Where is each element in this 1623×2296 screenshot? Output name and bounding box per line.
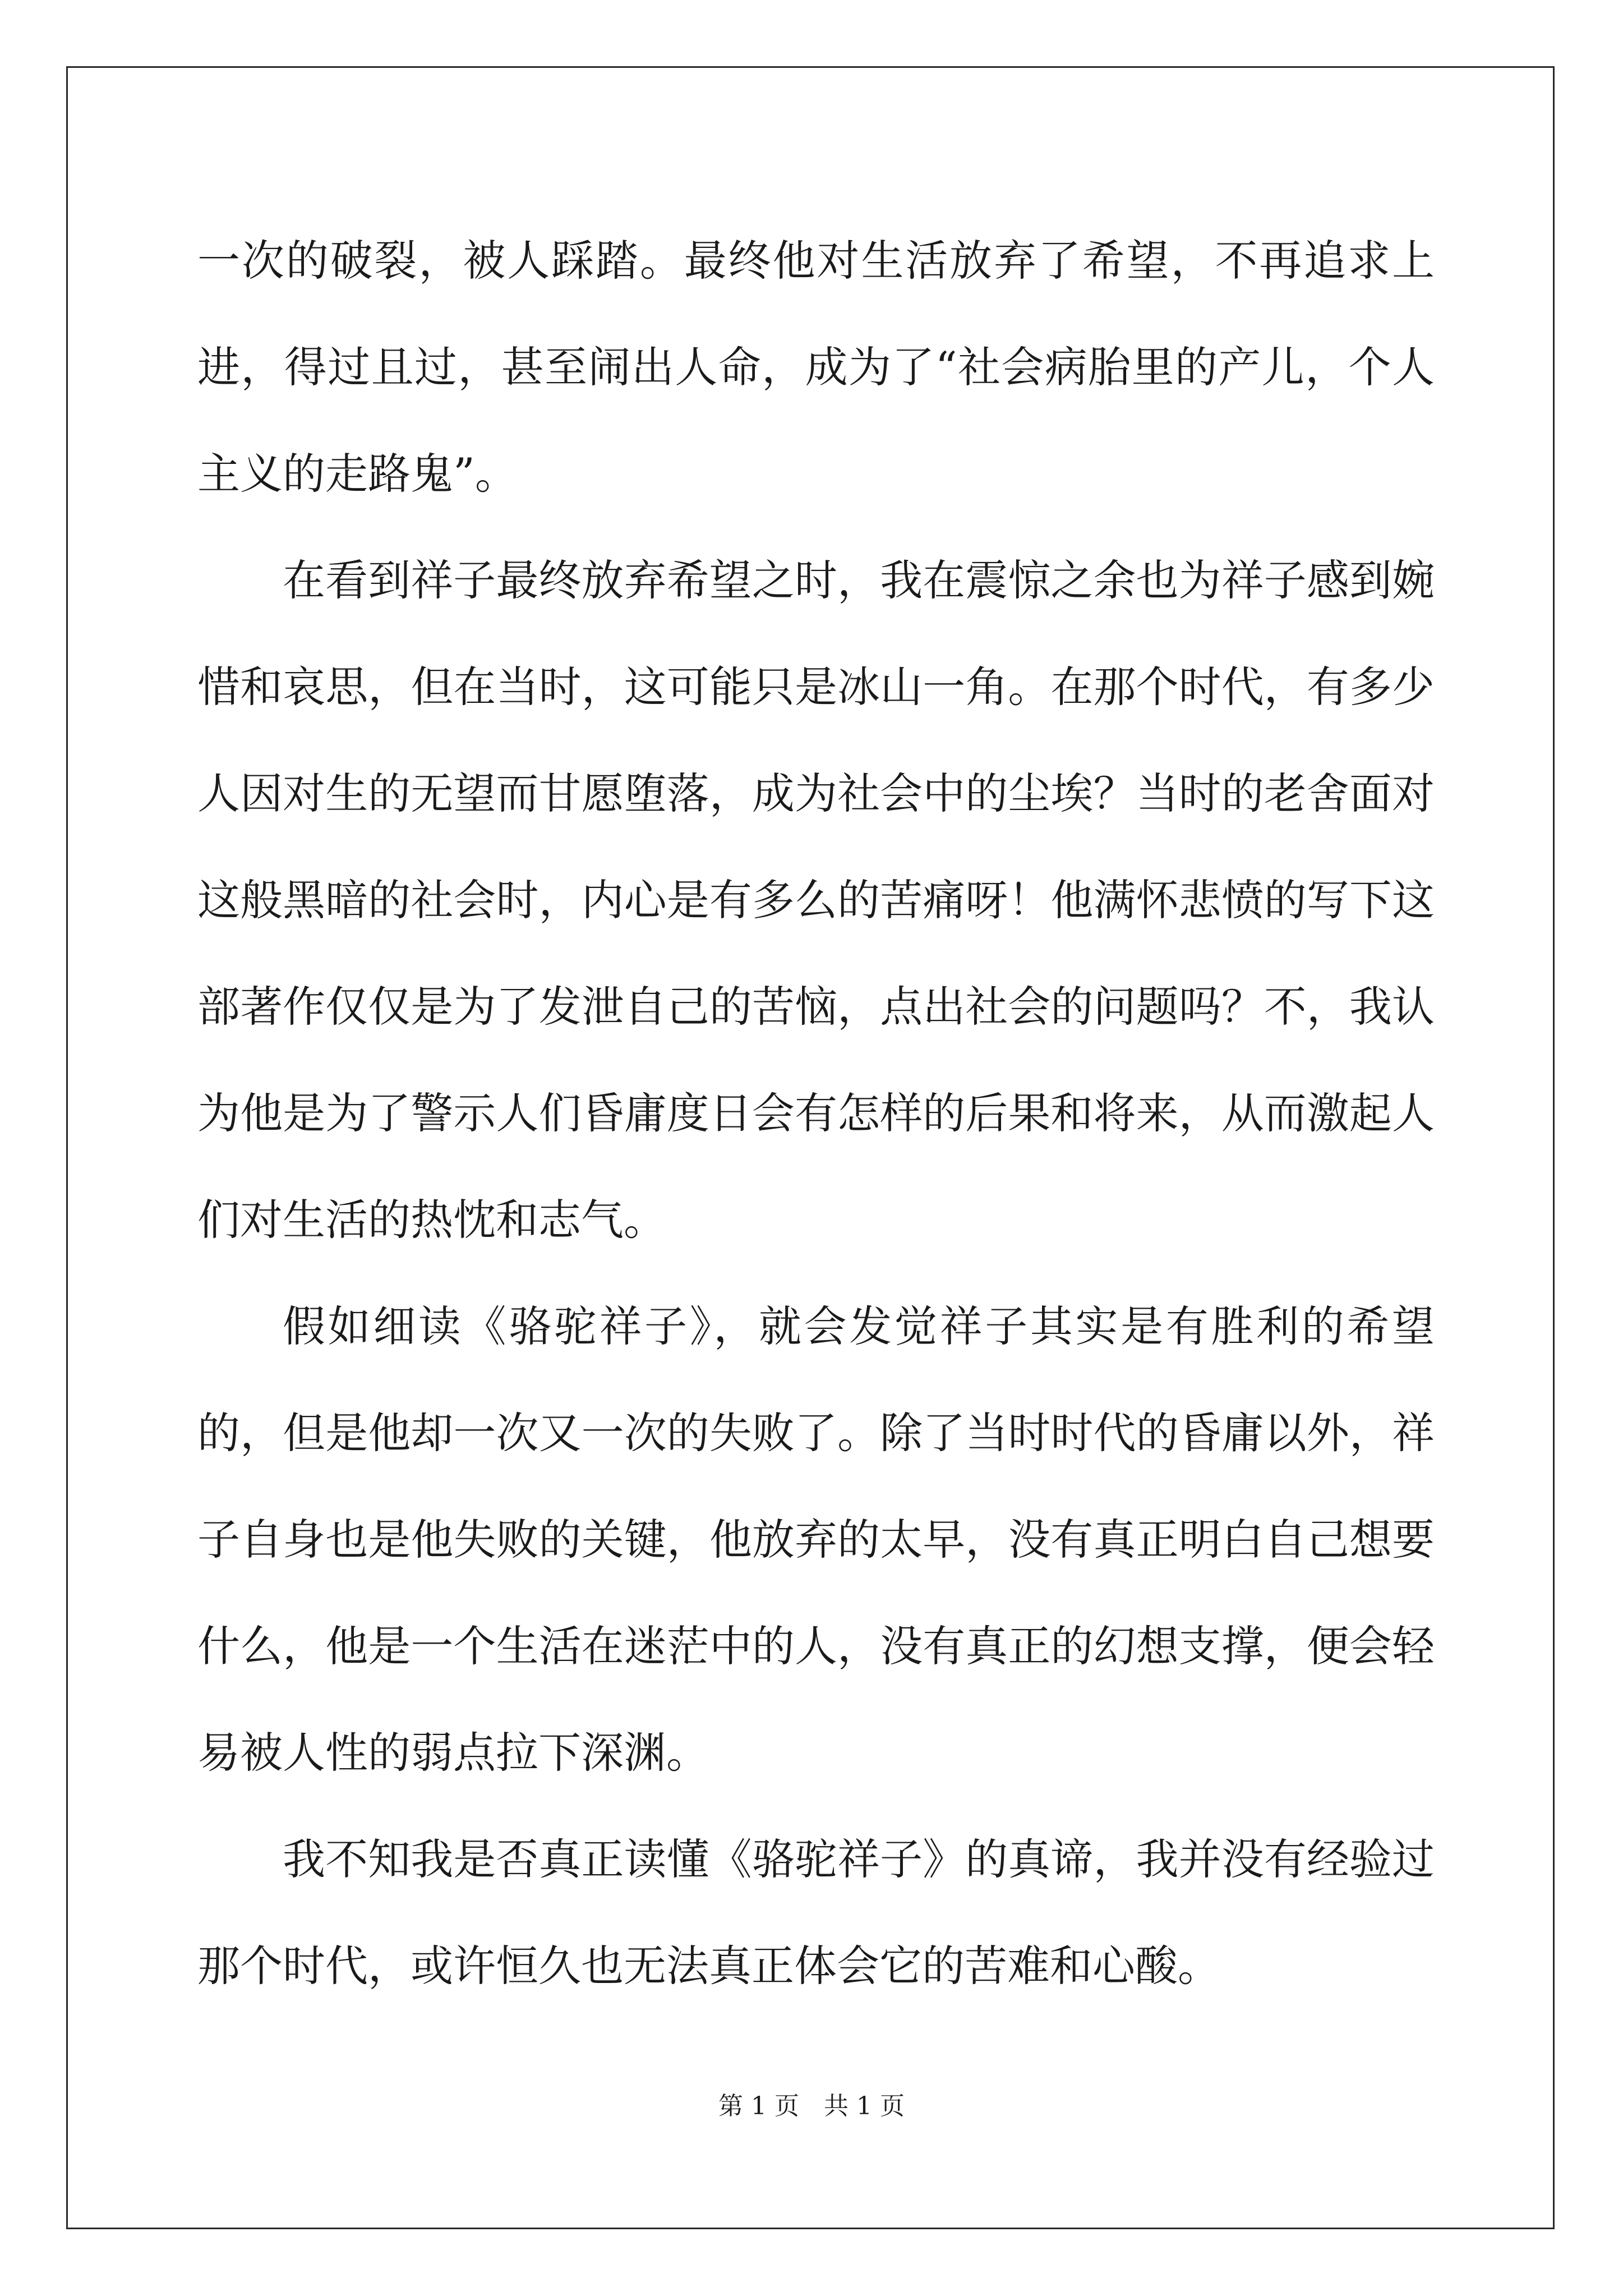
page-total: 共 1 页 (824, 2092, 905, 2120)
page-footer (0, 2086, 1623, 2122)
paragraph-4: 我不知我是否真正读懂《骆驼祥子》的真谛，我并没有经验过那个时代，或许恒久也无法真正体会它的苦难和心酸。 (197, 1834, 1435, 1991)
paragraph-2: 在看到祥子最终放弃希望之时，我在震惊之余也为祥子感到婉惜和哀思，但在当时，这可能只是冰山一角。在那个时代，有多少人因对生的无望而甘愿堕落，成为社会中的尘埃？当时的老舍面对这般黑暗的社会时，内心是有多么的苦痛呀！他满怀悲愤的写下这部著作仅仅是为了发泄自己的苦恼，点出社会的问题吗？不，我认为他是为了警示人们昏庸度日会有怎样的后果和将来，从而激起人们对生活的热忱和志气。 (197, 555, 1435, 1245)
document-body (197, 208, 1435, 2019)
page-number: 第 1 页 (718, 2092, 799, 2120)
paragraph-3: 假如细读《骆驼祥子》，就会发觉祥子其实是有胜利的希望的，但是他却一次又一次的失败了。除了当时时代的昏庸以外，祥子自身也是他失败的关键，他放弃的太早，没有真正明白自己想要什么，他是一个生活在迷茫中的人，没有真正的幻想支撑，便会轻易被人性的弱点拉下深渊。 (197, 1301, 1435, 1778)
paragraph-1: 一次的破裂，被人踩踏。最终他对生活放弃了希望，不再追求上进，得过且过，甚至闹出人命，成为了“社会病胎里的产儿，个人主义的走路鬼”。 (197, 236, 1435, 499)
